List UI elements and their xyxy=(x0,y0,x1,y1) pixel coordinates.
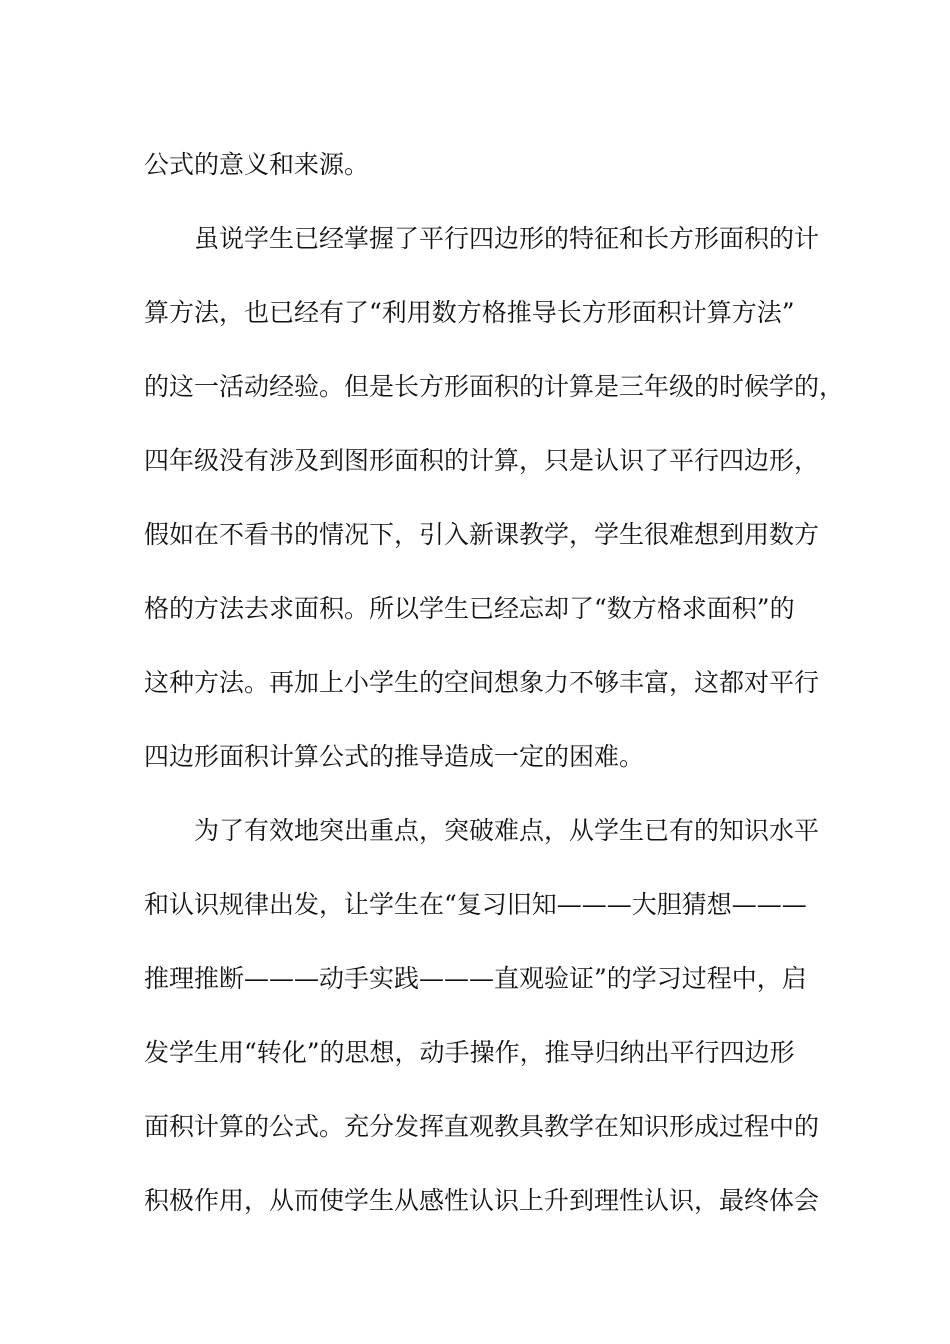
text-line: 四年级没有涉及到图形面积的计算，只是认识了平行四边形， xyxy=(144,446,820,475)
text-line: 推理推断———动手实践———直观验证”的学习过程中，启 xyxy=(144,964,807,993)
text-line: 公式的意义和来源。 xyxy=(144,150,370,179)
document-body xyxy=(144,128,845,1238)
text-line: 发学生用“转化”的思想，动手操作，推导归纳出平行四边形 xyxy=(144,1038,795,1067)
paragraph-start-line: 虽说学生已经掌握了平行四边形的特征和长方形面积的计 xyxy=(194,224,820,253)
text-line: 四边形面积计算公式的推导造成一定的困难。 xyxy=(144,742,645,771)
text-line: 的这一活动经验。但是长方形面积的计算是三年级的时候学的， xyxy=(144,372,845,401)
text-line: 格的方法去求面积。所以学生已经忘却了“数方格求面积”的 xyxy=(144,594,795,623)
text-line: 和认识规律出发，让学生在“复习旧知———大胆猜想——— xyxy=(144,890,807,919)
paragraph-start-line: 为了有效地突出重点，突破难点，从学生已有的知识水平 xyxy=(194,816,820,845)
text-line: 这种方法。再加上小学生的空间想象力不够丰富，这都对平行 xyxy=(144,668,820,697)
text-line: 积极作用，从而使学生从感性认识上升到理性认识，最终体会 xyxy=(144,1186,820,1215)
text-line: 假如在不看书的情况下，引入新课教学，学生很难想到用数方 xyxy=(144,520,820,549)
text-line: 面积计算的公式。充分发挥直观教具教学在知识形成过程中的 xyxy=(144,1112,820,1141)
text-line: 算方法，也已经有了“利用数方格推导长方形面积计算方法” xyxy=(144,298,795,327)
